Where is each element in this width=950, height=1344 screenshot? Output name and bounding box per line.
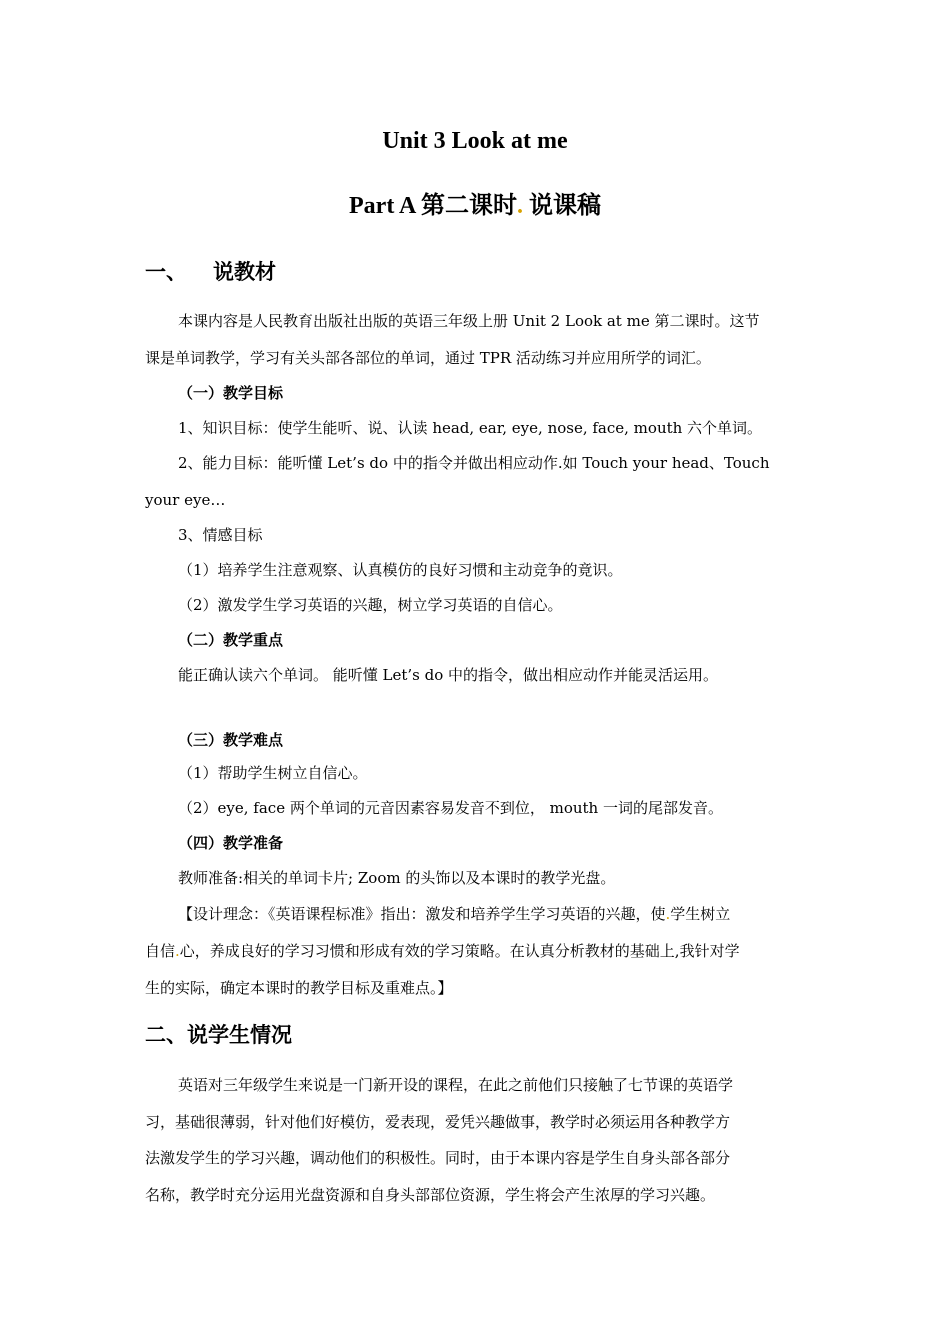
subtitle-mark: .: [517, 193, 523, 219]
design-line-2: 自信.心，养成良好的学习习惯和形成有效的学习策略。在认真分析教材的基础上,我针对学: [145, 942, 740, 960]
goals-heading: （一）教学目标: [178, 384, 284, 402]
difficulty-1: （1）帮助学生树立自信心。: [178, 764, 368, 782]
design-line-3: 生的实际，确定本课时的教学目标及重难点。】: [145, 979, 453, 997]
intro-line-1: 本课内容是人民教育出版社出版的英语三年级上册 Unit 2 Look at me 第二课时。这节: [178, 312, 760, 330]
goal-ability-line-1: 2、能力目标：能听懂 Let’s do 中的指令并做出相应动作.如 Touch your head、Touch: [178, 454, 770, 472]
key-points-text: 能正确认读六个单词。 能听懂 Let’s do 中的指令，做出相应动作并能灵活运用。: [178, 666, 719, 684]
section1-number: 一、: [145, 259, 187, 284]
intro-line-2: 课是单词教学，学习有关头部各部位的单词，通过 TPR 活动练习并应用所学的词汇。: [145, 349, 711, 367]
goal-emotion-1: （1）培养学生注意观察、认真模仿的良好习惯和主动竞争的竟识。: [178, 561, 623, 579]
difficulties-heading: （三）教学难点: [178, 731, 284, 749]
section1-heading: [145, 258, 276, 286]
design-line-1: 【设计理念：《英语课程标准》指出：激发和培养学生学习英语的兴趣，使.学生树立: [178, 905, 731, 923]
section1-title: 说教材: [213, 259, 276, 284]
goal-emotion-2: （2）激发学生学习英语的兴趣，树立学习英语的自信心。: [178, 596, 563, 614]
students-line-2: 习，基础很薄弱，针对他们好模仿，爱表现，爱凭兴趣做事，教学时必须运用各种教学方: [145, 1113, 731, 1131]
subtitle-prefix: Part A 第二课时: [349, 193, 517, 219]
goal-emotion: 3、情感目标: [178, 526, 263, 544]
students-line-4: 名称，教学时充分运用光盘资源和自身头部部位资源，学生将会产生浓厚的学习兴趣。: [145, 1186, 716, 1204]
section2-heading: 二、说学生情况: [145, 1022, 292, 1047]
key-points-heading: （二）教学重点: [178, 631, 284, 649]
preparation-heading: （四）教学准备: [178, 834, 284, 852]
document-title: Unit 3 Look at me: [382, 128, 568, 154]
preparation-text: 教师准备:相关的单词卡片; Zoom 的头饰以及本课时的教学光盘。: [178, 869, 616, 887]
design-mark-1: .: [665, 905, 671, 923]
design-mark-2: .: [175, 942, 180, 960]
goal-ability-line-2: your eye…: [145, 491, 226, 509]
students-line-3: 法激发学生的学习兴趣，调动他们的积极性。同时，由于本课内容是学生自身头部各部分: [145, 1149, 731, 1167]
students-line-1: 英语对三年级学生来说是一门新开设的课程，在此之前他们只接触了七节课的英语学: [178, 1076, 734, 1094]
document-subtitle: [0, 191, 950, 221]
difficulty-2: （2）eye, face 两个单词的元音因素容易发音不到位， mouth 一词的尾部发音。: [178, 799, 723, 817]
goal-knowledge: 1、知识目标：使学生能听、说、认读 head, ear, eye, nose, face, mouth 六个单词。: [178, 419, 763, 437]
subtitle-suffix: 说课稿: [523, 193, 601, 219]
